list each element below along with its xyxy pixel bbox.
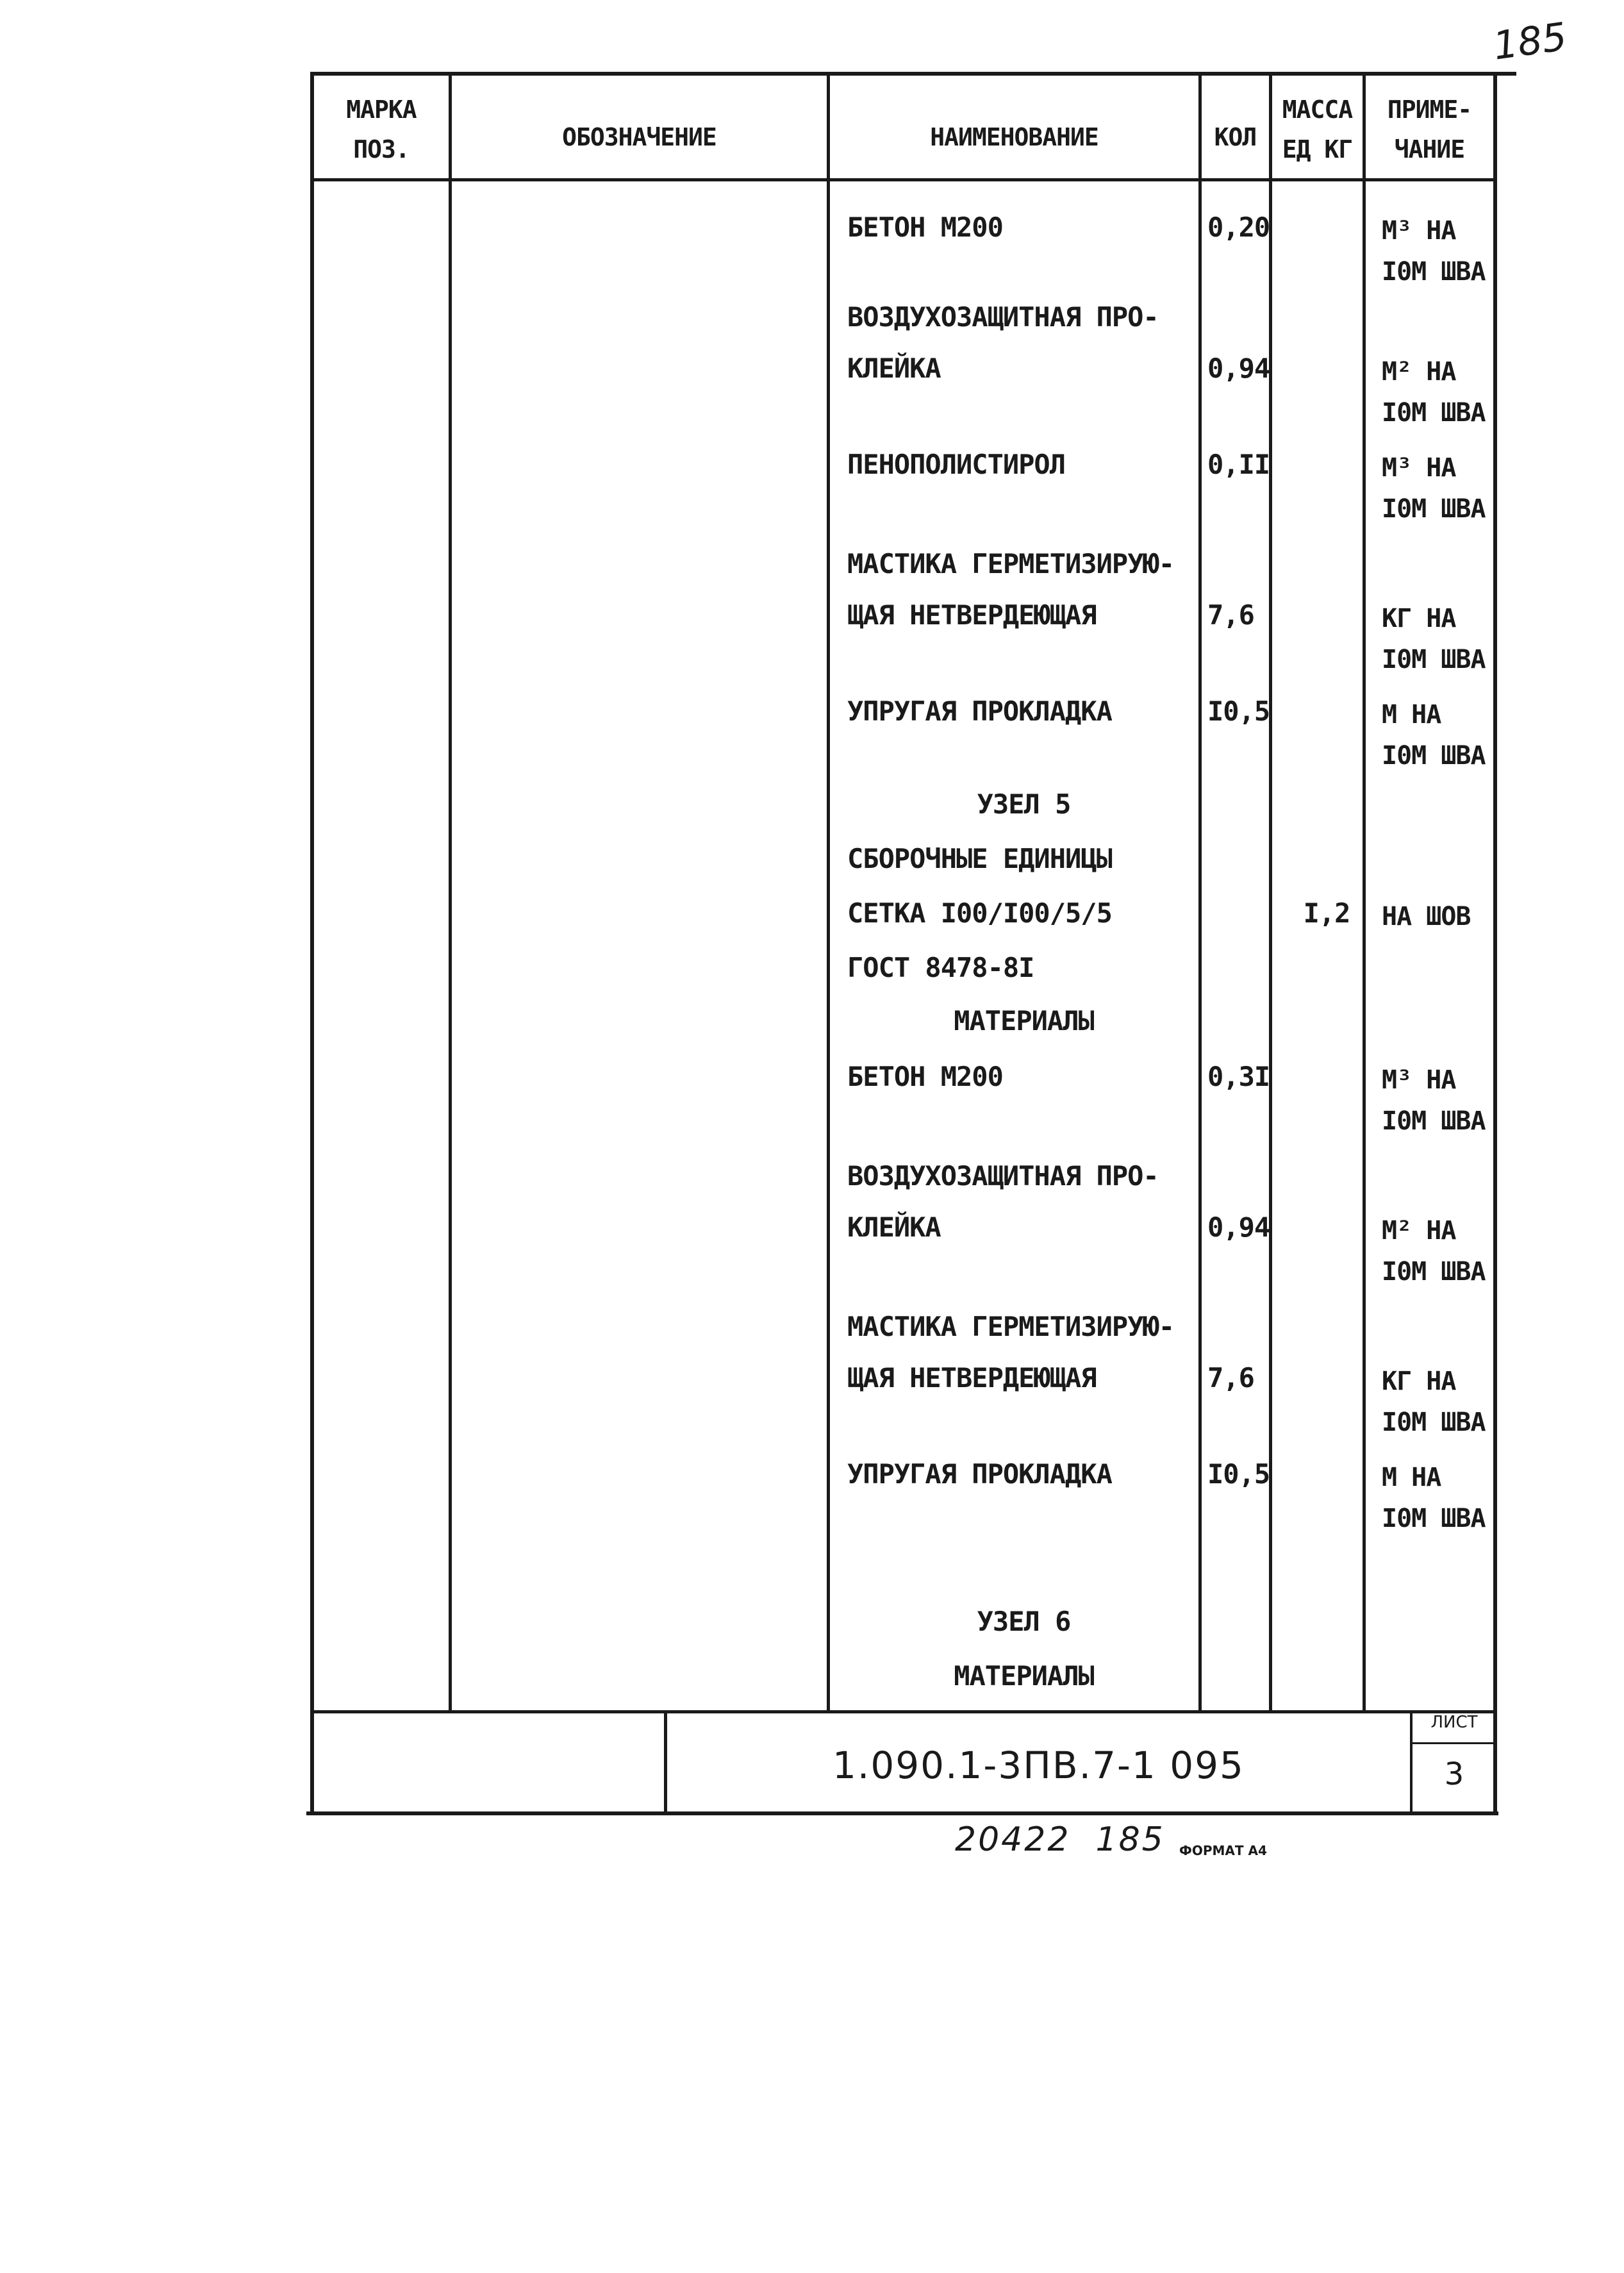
header-marka-line2: ПОЗ. — [353, 135, 410, 163]
header-primechanie-line1: ПРИМЕ- — [1387, 96, 1472, 124]
header-massa-line2: ЕД КГ — [1282, 135, 1353, 163]
header-massa — [1272, 90, 1363, 169]
row-note-line1: М НА — [1382, 1463, 1441, 1492]
row-note-line2: I0М ШВА — [1382, 398, 1486, 428]
header-marka-line1: МАРКА — [346, 96, 417, 124]
row-name-line2: КЛЕЙКА — [847, 353, 941, 384]
row-name-line1: ВОЗДУХОЗАЩИТНАЯ ПРО- — [847, 301, 1159, 333]
row-note-line1: М² НА — [1382, 357, 1456, 387]
row-note-line2: I0М ШВА — [1382, 1504, 1486, 1533]
stamp-sheet-number: 3 — [1444, 1756, 1464, 1792]
uzel5-setka: СЕТКА I00/I00/5/5 — [847, 897, 1112, 929]
row-name: БЕТОН М200 — [847, 212, 1003, 243]
row-note-line2: I0М ШВА — [1382, 645, 1486, 674]
row-note-line1: М² НА — [1382, 1216, 1456, 1245]
uzel5-setka-massa: I,2 — [1303, 897, 1350, 929]
header-oboznachenie: ОБОЗНАЧЕНИЕ — [562, 123, 717, 151]
row-note-line2: I0М ШВА — [1382, 1257, 1486, 1286]
header-primechanie — [1366, 90, 1493, 169]
row-kol: 0,3I — [1207, 1061, 1270, 1092]
row-kol: 7,6 — [1207, 1362, 1254, 1394]
row-name: БЕТОН М200 — [847, 1061, 1003, 1092]
row-name-line2: ЩАЯ НЕТВЕРДЕЮЩАЯ — [847, 599, 1097, 631]
header-marka — [314, 90, 449, 169]
row-kol: 0,94 — [1207, 1211, 1270, 1243]
row-kol: 0,II — [1207, 449, 1270, 480]
header-naimenovanie: НАИМЕНОВАНИЕ — [930, 123, 1098, 151]
row-kol: 0,20 — [1207, 212, 1270, 243]
row-note-line1: М³ НА — [1382, 216, 1456, 246]
stamp-designation: 1.090.1-3ПВ.7-1 095 — [833, 1744, 1245, 1787]
row-note-line1: М³ НА — [1382, 453, 1456, 483]
row-name-line1: МАСТИКА ГЕРМЕТИЗИРУЮ- — [847, 548, 1175, 579]
header-massa-line1: МАССА — [1282, 96, 1353, 124]
row-note-line1: КГ НА — [1382, 604, 1456, 633]
row-note-line2: I0М ШВА — [1382, 494, 1486, 524]
row-note-line1: М³ НА — [1382, 1065, 1456, 1095]
row-note-line2: I0М ШВА — [1382, 741, 1486, 770]
row-name: ПЕНОПОЛИСТИРОЛ — [847, 449, 1066, 480]
uzel5-materials: МАТЕРИАЛЫ — [954, 1005, 1094, 1037]
row-note-line1: М НА — [1382, 700, 1441, 729]
uzel5-setka-note: НА ШОВ — [1382, 902, 1471, 931]
corner-mark: 185 — [1490, 14, 1570, 69]
header-kol: КОЛ — [1214, 123, 1257, 151]
footer-handwritten-number: 20422 185 — [955, 1820, 1165, 1859]
uzel6-title: УЗЕЛ 6 — [977, 1606, 1071, 1637]
row-note-line1: КГ НА — [1382, 1367, 1456, 1396]
row-name-line2: КЛЕЙКА — [847, 1211, 941, 1243]
header-primechanie-line2: ЧАНИЕ — [1394, 135, 1465, 163]
uzel5-subtitle: СБОРОЧНЫЕ ЕДИНИЦЫ — [847, 843, 1112, 874]
row-note-line2: I0М ШВА — [1382, 1106, 1486, 1136]
uzel5-title: УЗЕЛ 5 — [977, 788, 1071, 820]
stamp-sheet-label: ЛИСТ — [1430, 1713, 1478, 1732]
row-kol: I0,5 — [1207, 695, 1270, 727]
footer-format: ФОРМАТ А4 — [1179, 1843, 1267, 1858]
row-name-line2: ЩАЯ НЕТВЕРДЕЮЩАЯ — [847, 1362, 1097, 1394]
row-kol: I0,5 — [1207, 1458, 1270, 1490]
row-note-line2: I0М ШВА — [1382, 1408, 1486, 1437]
row-kol: 0,94 — [1207, 353, 1270, 384]
row-name: УПРУГАЯ ПРОКЛАДКА — [847, 695, 1112, 727]
row-name: УПРУГАЯ ПРОКЛАДКА — [847, 1458, 1112, 1490]
row-kol: 7,6 — [1207, 599, 1254, 631]
uzel6-materials: МАТЕРИАЛЫ — [954, 1660, 1094, 1692]
row-name-line1: МАСТИКА ГЕРМЕТИЗИРУЮ- — [847, 1311, 1175, 1342]
row-name-line1: ВОЗДУХОЗАЩИТНАЯ ПРО- — [847, 1160, 1159, 1192]
uzel5-gost: ГОСТ 8478-8I — [847, 952, 1034, 983]
row-note-line2: I0М ШВА — [1382, 257, 1486, 287]
